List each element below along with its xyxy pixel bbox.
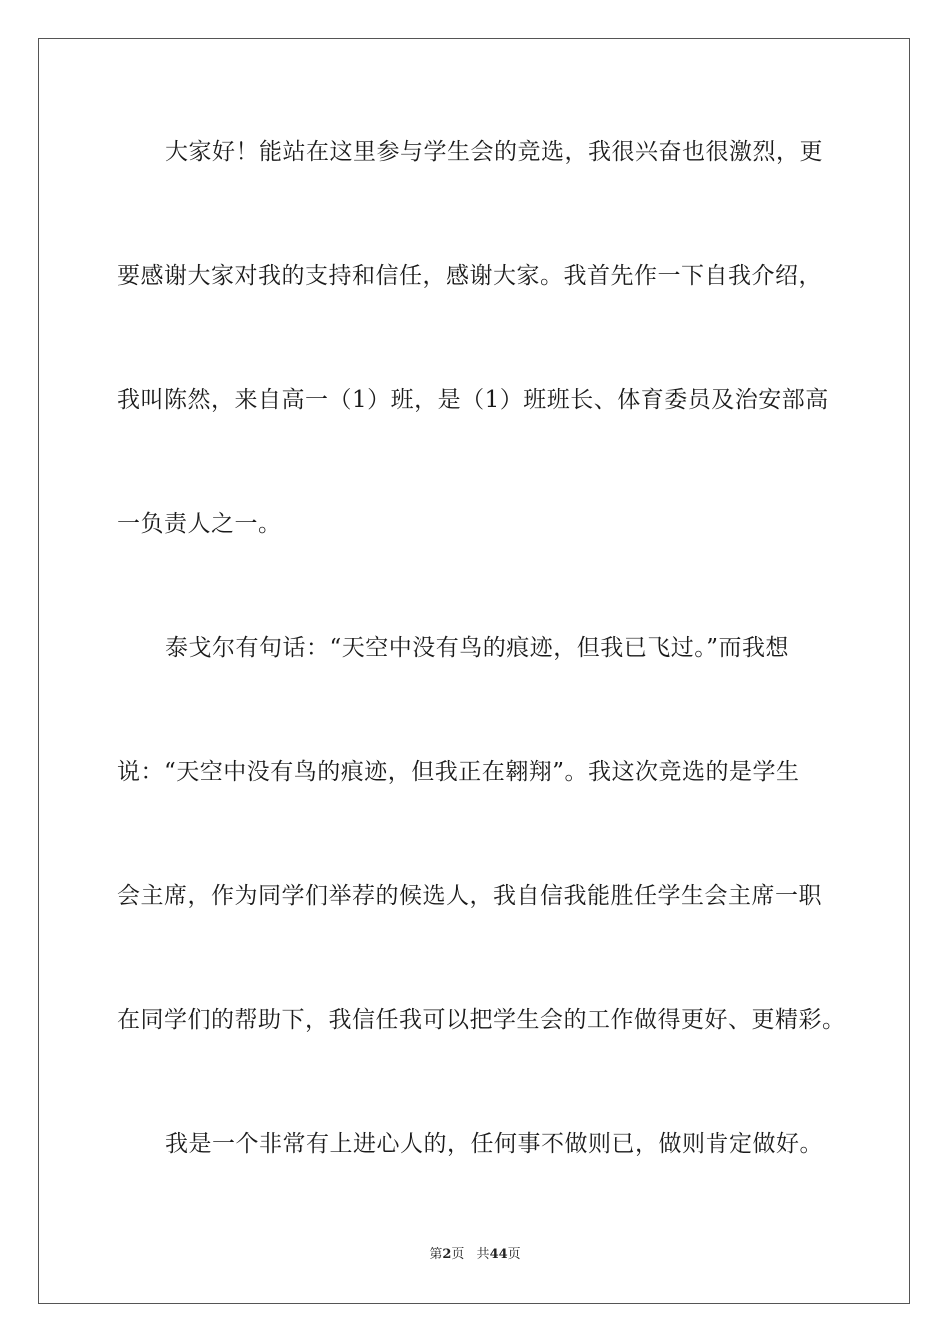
text-line-4: 一负责人之一。: [117, 511, 282, 537]
total-suffix: 页: [507, 1247, 521, 1262]
text-line-6: 说：“天空中没有鸟的痕迹，但我正在翱翔”。我这次竞选的是学生: [117, 759, 800, 785]
text-line-5: 泰戈尔有句话：“天空中没有鸟的痕迹，但我已飞过。”而我想: [165, 635, 790, 661]
text-line-3: 我叫陈然，来自高一（1）班，是（1）班班长、体育委员及治安部高: [117, 387, 829, 413]
page-indicator: [429, 1247, 464, 1262]
total-prefix: 共: [476, 1247, 490, 1262]
page-border: [38, 38, 910, 1304]
page-prefix: 第: [429, 1247, 443, 1262]
text-line-1: 大家好！能站在这里参与学生会的竞选，我很兴奋也很激烈，更: [165, 139, 823, 165]
page-footer: [0, 1246, 950, 1264]
total-indicator: [477, 1247, 521, 1262]
total-pages: 44: [489, 1247, 508, 1262]
text-line-7: 会主席，作为同学们举荐的候选人，我自信我能胜任学生会主席一职: [117, 883, 822, 909]
page-suffix: 页: [451, 1247, 465, 1262]
page-number: 2: [442, 1247, 452, 1262]
text-line-9: 我是一个非常有上进心人的，任何事不做则已，做则肯定做好。: [165, 1131, 823, 1157]
text-line-2: 要感谢大家对我的支持和信任，感谢大家。我首先作一下自我介绍，: [117, 263, 822, 289]
text-line-8: 在同学们的帮助下，我信任我可以把学生会的工作做得更好、更精彩。: [117, 1007, 846, 1033]
